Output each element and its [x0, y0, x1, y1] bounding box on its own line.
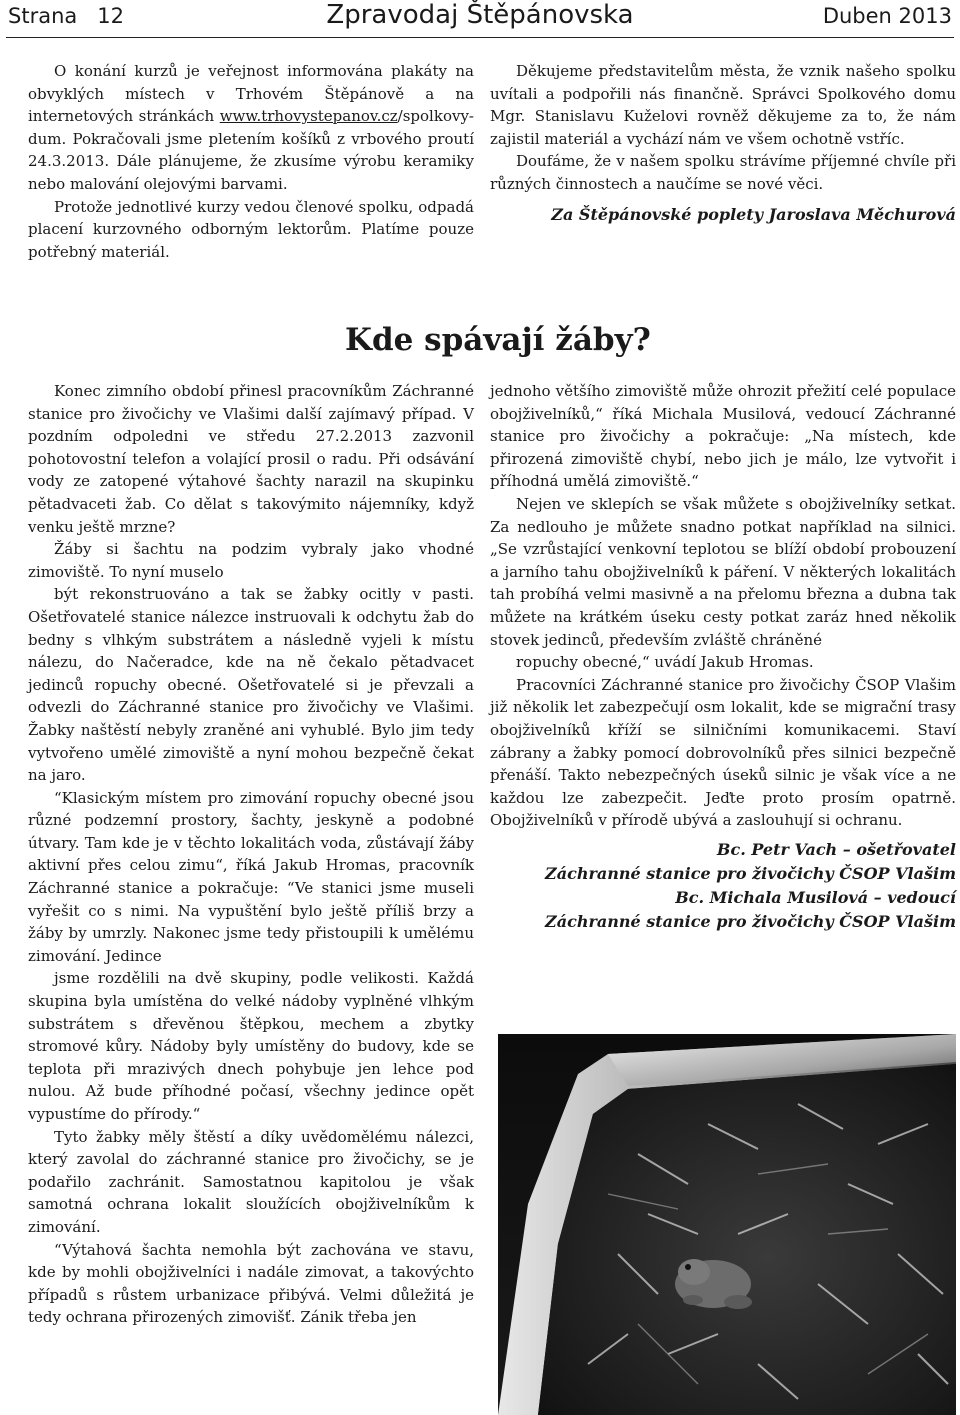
- signature-line: Bc. Michala Musilová – vedoucí: [675, 887, 956, 907]
- paragraph: jsme rozdělili na dvě skupiny, podle velikosti. Každá skupina byla umístěna do velké nádoby vyplněné vlhkým substrátem s dřevěnou štěpkou, mechem a zbytky stromové kůry. Nádoby byly umístěny do budovy, kde se teplota při mrazivých dnech pohybuje jen lehce pod nulou. Až bude příhodné počasí, všechny jedince opět vypustíme do přírody.“: [28, 969, 474, 1123]
- text-span: /spolkovy-dum. Pokračovali jsme pletením košíků z vrbového proutí 24.3.2013. Dále plánujeme, že zkusíme výrobu keramiky nebo malování olejovými barvami.: [28, 107, 474, 193]
- paragraph: Protože jednotlivé kurzy vedou členové spolku, odpadá placení kurzovného odborným lektorům. Platíme pouze potřebný materiál.: [28, 197, 474, 261]
- paragraph: Konec zimního období přinesl pracovníkům Záchranné stanice pro živočichy ve Vlašimi další zajímavý případ. V pozdním odpoledni ve středu 27.2.2013 zazvonil pohotovostní telefon a volající prosil o radu. Při odsávání vody ze zatopené výtahové šachty narazil na skupinku pětadvaceti žab. Co dělat s takovýmito nájemníky, když venku ještě mrzne?: [28, 382, 474, 536]
- signature: Za Štěpánovské poplety Jaroslava Měchurová: [551, 204, 956, 224]
- paragraph: být rekonstruováno a tak se žabky ocitly v pasti. Ošetřovatelé stanice nálezce instruovali k odchytu žab do bedny s vlhkým substrátem a následně vyjeli k místu nálezu, do Načeradce, kde na ně čekalo pětadvacet jedinců ropuchy obecné. Ošetřovatelé si je převzali a odvezli do Záchranné stanice pro živočichy ve Vlašimi. Žabky naštěstí nebyly zraněné ani vyhublé. Bylo jim tedy vytvořeno umělé zimoviště a nyní mohou bezpečně čekat na jaro.: [28, 585, 474, 785]
- paragraph: Děkujeme představitelům města, že vznik našeho spolku uvítali a podpořili nás finančně. Správci Spolkového domu Mgr. Stanislavu Kuželovi rovněž děkujeme za to, že nám zajistil materiál a vychází nám ve všem ochotně vstříc.: [490, 62, 956, 148]
- paragraph: Pracovníci Záchranné stanice pro živočichy ČSOP Vlašim již několik let zabezpečují osm lokalit, kde se migrační trasy obojživelníků kříží se silničními komunikacemi. Staví zábrany a žabky pomocí dobrovolníků přes silnici bezpečně přenáší. Takto nebezpečných úseků silnic je však více a ne každou lze zabezpečit. Jeďte proto prosím opatrně. Obojživelníků v přírodě ubývá a zaslouhují si ochranu.: [490, 675, 956, 830]
- page-number: 12: [97, 4, 124, 28]
- substrate: [538, 1064, 956, 1415]
- paragraph: “Klasickým místem pro zimování ropuchy obecné jsou různé podzemní prostory, šachty, jeskyně a podobné útvary. Tam kde je v těchto lokalitách voda, zůstávají žáby aktivní přes celou zimu“, říká Jakub Hromas, pracovník Záchranné stanice a pokračuje: “Ve stanici jsme museli vyřešit co s nimi. Na vypuštění bylo ještě příliš brzy a žáby by umrzly. Nakonec jsme tedy přistoupili k umělému zimování. Jedince: [28, 788, 474, 965]
- paragraph: [28, 60, 474, 196]
- paragraph: Doufáme, že v našem spolku strávíme příjemné chvíle při různých činnostech a naučíme se nové věci.: [490, 152, 956, 193]
- paragraph: Tyto žabky měly štěstí a díky uvědomělému nálezci, který zavolal do záchranné stanice pro živočichy, se je podařilo zachránit. Samostatnou kapitolou je však samotná ochrana lokalit sloužících obojživelníkům k zimování.: [28, 1127, 474, 1236]
- issue-date: Duben 2013: [822, 4, 952, 28]
- signature-line: Záchranné stanice pro živočichy ČSOP Vlašim: [545, 863, 956, 883]
- paragraph: ropuchy obecné,“ uvádí Jakub Hromas.: [516, 653, 814, 672]
- header-rule: [6, 37, 954, 38]
- toad-photo: [498, 1034, 956, 1415]
- text-span: O konání kurzů je veřejnost informována plakáty na obvyklých místech v Trhovém Štěpánově a na internetových stránkách: [28, 62, 474, 126]
- top-right-column: [490, 60, 956, 226]
- article-headline: Kde spávají žáby?: [345, 322, 651, 358]
- paragraph: Žáby si šachtu na podzim vybraly jako vhodné zimoviště. To nyní muselo: [28, 540, 474, 581]
- page-header: [0, 0, 960, 40]
- top-left-column: [28, 60, 474, 263]
- website-link[interactable]: www.trhovystepanov.cz: [219, 107, 398, 126]
- page-label: Strana: [8, 4, 78, 28]
- paragraph: Nejen ve sklepích se však můžete s obojživelníky setkat. Za nedlouho je můžete snadno potkat například na silnici. „Se vzrůstající venkovní teplotou se blíží období probouzení a jarního tahu obojživelníků k páření. V některých lokalitách tah probíhá velmi masivně a na přelomu března a dubna tak můžete na krátkém úseku cesty potkat zaráz hned několik stovek jedinců, především zvláště chráněné: [490, 494, 956, 649]
- article-right-column: [490, 380, 956, 934]
- photo-graphic: [498, 1034, 956, 1415]
- article-left-column: [28, 380, 474, 1329]
- publication-title: Zpravodaj Štěpánovska: [326, 0, 634, 30]
- paragraph: “Výtahová šachta nemohla být zachována ve stavu, kde by mohli obojživelníci i nadále zimovat, a takovýchto případů s růstem urbanizace přibývá. Velmi důležitá je tedy ochrana přirozených zimovišť. Zánik třeba jen: [28, 1240, 474, 1327]
- signature-line: Záchranné stanice pro živočichy ČSOP Vlašim: [545, 911, 956, 931]
- signature-line: Bc. Petr Vach – ošetřovatel: [716, 839, 956, 859]
- paragraph: jednoho většího zimoviště může ohrozit přežití celé populace obojživelníků,“ říká Michala Musilová, vedoucí Záchranné stanice pro živočichy a pokračuje: „Na místech, kde přirozená zimoviště chybí, nebo jich je málo, lze vytvořit i příhodná umělá zimoviště.“: [490, 382, 956, 491]
- signature-block: [490, 838, 956, 934]
